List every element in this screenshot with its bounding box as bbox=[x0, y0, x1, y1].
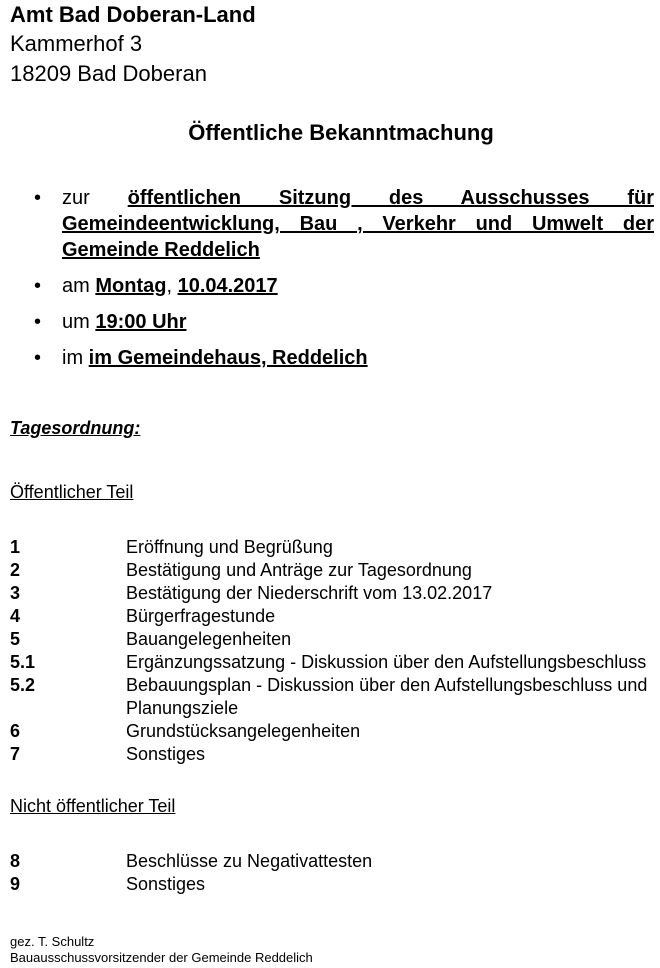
agenda-item-number: 1 bbox=[10, 537, 21, 557]
sender-name: Amt Bad Doberan-Land bbox=[10, 2, 256, 27]
agenda-item bbox=[10, 536, 655, 559]
bullet-icon: • bbox=[34, 275, 42, 297]
agenda-item-number: 5.1 bbox=[10, 652, 36, 672]
meeting-day: Montag bbox=[95, 275, 167, 297]
private-agenda-list bbox=[10, 850, 655, 896]
agenda-item-number: 3 bbox=[10, 583, 21, 603]
agenda-item-text: Bürgerfragestunde bbox=[126, 606, 276, 626]
meeting-time-prefix: um bbox=[62, 311, 90, 333]
document-page bbox=[10, 0, 655, 965]
bullet-icon: • bbox=[34, 347, 42, 369]
agenda-item-text: Eröffnung und Begrüßung bbox=[126, 537, 333, 557]
agenda-item bbox=[10, 582, 655, 605]
agenda-item-text: Sonstiges bbox=[126, 744, 206, 764]
agenda-item bbox=[10, 850, 655, 873]
meeting-date-separator: , bbox=[166, 275, 173, 297]
public-section-title: Öffentlicher Teil bbox=[10, 482, 134, 502]
agenda-item bbox=[10, 559, 655, 582]
agenda-item-text: Beschlüsse zu Negativattesten bbox=[126, 851, 373, 871]
agenda-item-text: Ergänzungssatzung - Diskussion über den Aufstellungsbeschluss bbox=[126, 652, 647, 672]
agenda-item-number: 7 bbox=[10, 744, 21, 764]
private-section-title: Nicht öffentlicher Teil bbox=[10, 796, 176, 816]
agenda-item-text: Bebauungsplan - Diskussion über den Aufstellungsbeschluss und Planungsziele bbox=[126, 675, 648, 718]
document-heading: Öffentliche Bekanntmachung bbox=[188, 120, 494, 145]
meeting-time-item bbox=[34, 309, 654, 335]
agenda-item-number: 9 bbox=[10, 874, 21, 894]
public-agenda-list bbox=[10, 536, 655, 766]
meeting-place-prefix: im bbox=[62, 347, 84, 369]
meeting-details-list bbox=[34, 185, 654, 371]
agenda-item-text: Bauangelegenheiten bbox=[126, 629, 292, 649]
meeting-date-item bbox=[34, 273, 654, 299]
agenda-item bbox=[10, 743, 655, 766]
agenda-label: Tagesordnung: bbox=[10, 418, 141, 438]
bullet-icon: • bbox=[34, 187, 42, 209]
meeting-subject-prefix: zur bbox=[62, 187, 90, 209]
bullet-icon: • bbox=[34, 311, 42, 333]
agenda-item bbox=[10, 873, 655, 896]
signature-block bbox=[10, 934, 313, 966]
sender-city: 18209 Bad Doberan bbox=[10, 61, 207, 86]
meeting-subject-item bbox=[34, 185, 654, 263]
sender-block bbox=[10, 1, 655, 89]
agenda-item-number: 5.2 bbox=[10, 675, 36, 695]
sender-street: Kammerhof 3 bbox=[10, 31, 143, 56]
agenda-item-number: 6 bbox=[10, 721, 21, 741]
agenda-item bbox=[10, 651, 655, 674]
agenda-item-number: 8 bbox=[10, 851, 21, 871]
agenda-item bbox=[10, 720, 655, 743]
meeting-place-item bbox=[34, 345, 654, 371]
meeting-subject: öffentlichen Sitzung des Ausschusses für Gemeindeentwicklung, Bau , Verkehr und Umwelt der Gemeinde Reddelich bbox=[62, 187, 654, 261]
signature-role: Bauausschussvorsitzender der Gemeinde Reddelich bbox=[10, 950, 313, 965]
agenda-item bbox=[10, 605, 655, 628]
agenda-item-number: 4 bbox=[10, 606, 21, 626]
meeting-place: im Gemeindehaus, Reddelich bbox=[88, 347, 368, 369]
agenda-item-number: 2 bbox=[10, 560, 21, 580]
agenda-item-text: Bestätigung der Niederschrift vom 13.02.2017 bbox=[126, 583, 493, 603]
meeting-time: 19:00 Uhr bbox=[95, 311, 187, 333]
agenda-item bbox=[10, 628, 655, 651]
signature-name: gez. T. Schultz bbox=[10, 934, 95, 949]
agenda-item-text: Grundstücksangelegenheiten bbox=[126, 721, 361, 741]
meeting-date-prefix: am bbox=[62, 275, 90, 297]
agenda-item-number: 5 bbox=[10, 629, 21, 649]
agenda-item bbox=[10, 674, 655, 720]
agenda-item-text: Sonstiges bbox=[126, 874, 206, 894]
agenda-item-text: Bestätigung und Anträge zur Tagesordnung bbox=[126, 560, 472, 580]
meeting-date: 10.04.2017 bbox=[177, 275, 278, 297]
